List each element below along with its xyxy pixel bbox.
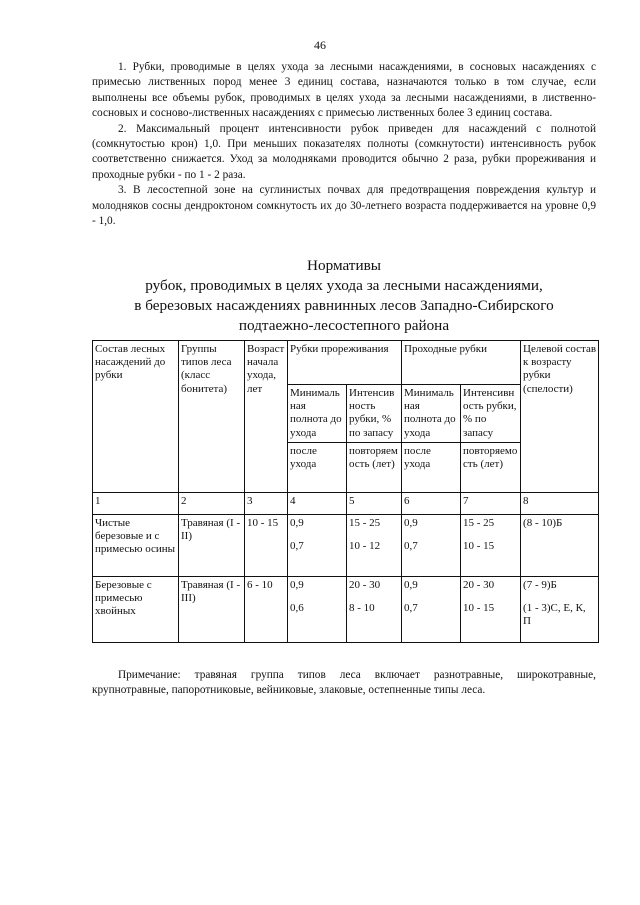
column-number: 6 <box>402 492 461 514</box>
row-min-density-thinning <box>288 576 347 642</box>
value: 10 - 15 <box>463 539 495 552</box>
value: (7 - 9)Б <box>523 578 557 591</box>
row-target-composition <box>521 576 599 642</box>
page-number: 46 <box>314 38 326 52</box>
row-forest-type: Травяная (I - II) <box>179 514 245 576</box>
row-min-density-thinning <box>288 514 347 576</box>
row-forest-type: Травяная (I - III) <box>179 576 245 642</box>
row-age: 6 - 10 <box>245 576 288 642</box>
paragraph-3: 3. В лесостепной зоне на суглинистых почвах для предотвращения повреждения культур и молодняков сосны дендроктоном сомкнутость их до 30-летнего возраста поддерживается на уровне 0,9 - 1,0. <box>92 184 596 228</box>
value: (1 - 3)С, Е, К, П <box>523 601 586 628</box>
heading-line-2: рубок, проводимых в целях ухода за лесными насаждениями, <box>145 277 543 294</box>
header-passing-cuts: Проходные рубки <box>402 341 521 385</box>
value: 0,9 <box>290 516 304 529</box>
table-row <box>93 576 599 642</box>
header-target-composition: Целевой состав к возрасту рубки (спелости) <box>521 341 599 493</box>
header-intensity-thinning: Интенсивность рубки, % по запасу <box>347 385 402 443</box>
value: 20 - 30 <box>463 578 495 591</box>
value: 0,9 <box>404 578 418 591</box>
header-thinning: Рубки прореживания <box>288 341 402 385</box>
row-intensity-thinning <box>347 514 402 576</box>
value: 8 - 10 <box>349 601 375 614</box>
value: 0,9 <box>290 578 304 591</box>
value: 15 - 25 <box>349 516 381 529</box>
header-min-density-passing: Минимальная полнота до ухода <box>402 385 461 443</box>
body-text <box>92 60 596 229</box>
column-number: 1 <box>93 492 179 514</box>
column-number: 8 <box>521 492 599 514</box>
row-age: 10 - 15 <box>245 514 288 576</box>
header-composition: Состав лесных насаждений до рубки <box>93 341 179 493</box>
header-forest-type: Группы типов леса (класс бонитета) <box>179 341 245 493</box>
row-intensity-thinning <box>347 576 402 642</box>
table-row <box>93 514 599 576</box>
value: 0,6 <box>290 601 304 614</box>
column-number: 5 <box>347 492 402 514</box>
value: 20 - 30 <box>349 578 381 591</box>
header-after-thinning: после ухода <box>288 442 347 492</box>
table-note: Примечание: травяная группа типов леса включает разнотравные, широкотравные, крупнотравные, папоротниковые, вейниковые, злаковые, остепненные типы леса. <box>92 669 596 697</box>
column-number-row <box>93 492 599 514</box>
row-intensity-passing <box>461 514 521 576</box>
column-number: 4 <box>288 492 347 514</box>
value: 0,7 <box>404 539 418 552</box>
header-age: Возраст начала ухода, лет <box>245 341 288 493</box>
row-intensity-passing <box>461 576 521 642</box>
heading-line-1: Нормативы <box>307 257 381 274</box>
row-composition: Березовые с примесью хвойных <box>93 576 179 642</box>
column-number: 3 <box>245 492 288 514</box>
row-composition: Чистые березовые и с примесью осины <box>93 514 179 576</box>
row-target-composition <box>521 514 599 576</box>
header-repeat-thinning: повторяемость (лет) <box>347 442 402 492</box>
column-number: 2 <box>179 492 245 514</box>
row-min-density-passing <box>402 576 461 642</box>
value: 0,9 <box>404 516 418 529</box>
header-after-passing: после ухода <box>402 442 461 492</box>
value: (8 - 10)Б <box>523 516 563 529</box>
value <box>523 540 596 563</box>
paragraph-1: 1. Рубки, проводимые в целях ухода за лесными насаждениями, в сосновых насаждениях с примесью лиственных пород менее 3 единиц состава, назначаются только в том случае, если выполнены все объемы рубок, проводимых в целях ухода за лесными насаждениями, в лиственно-сосновых и сосново-лиственных насаждениях с примесью лиственных более 3 единиц состава. <box>92 61 596 120</box>
value: 10 - 12 <box>349 539 381 552</box>
value: 0,7 <box>404 601 418 614</box>
table-heading <box>92 256 596 336</box>
row-min-density-passing <box>402 514 461 576</box>
header-repeat-passing: повторяемость (лет) <box>461 442 521 492</box>
header-min-density-thinning: Минимальная полнота до ухода <box>288 385 347 443</box>
value: 10 - 15 <box>463 601 495 614</box>
heading-line-3: в березовых насаждениях равнинных лесов Западно-Сибирского <box>134 297 554 314</box>
heading-line-4: подтаежно-лесостепного района <box>238 317 450 334</box>
paragraph-2: 2. Максимальный процент интенсивности рубок приведен для насаждений с полнотой (сомкнутостью крон) 1,0. При меньших показателях полноты (сомкнутости) интенсивность рубок соответственно снижается. Уход за молодняками проводится обычно 2 раза, рубки прореживания и проходные рубки - по 1 - 2 раза. <box>92 122 596 181</box>
norms-table <box>92 340 599 643</box>
value: 15 - 25 <box>463 516 495 529</box>
column-number: 7 <box>461 492 521 514</box>
header-intensity-passing: Интенсивность рубки, % по запасу <box>461 385 521 443</box>
value: 0,7 <box>290 539 304 552</box>
